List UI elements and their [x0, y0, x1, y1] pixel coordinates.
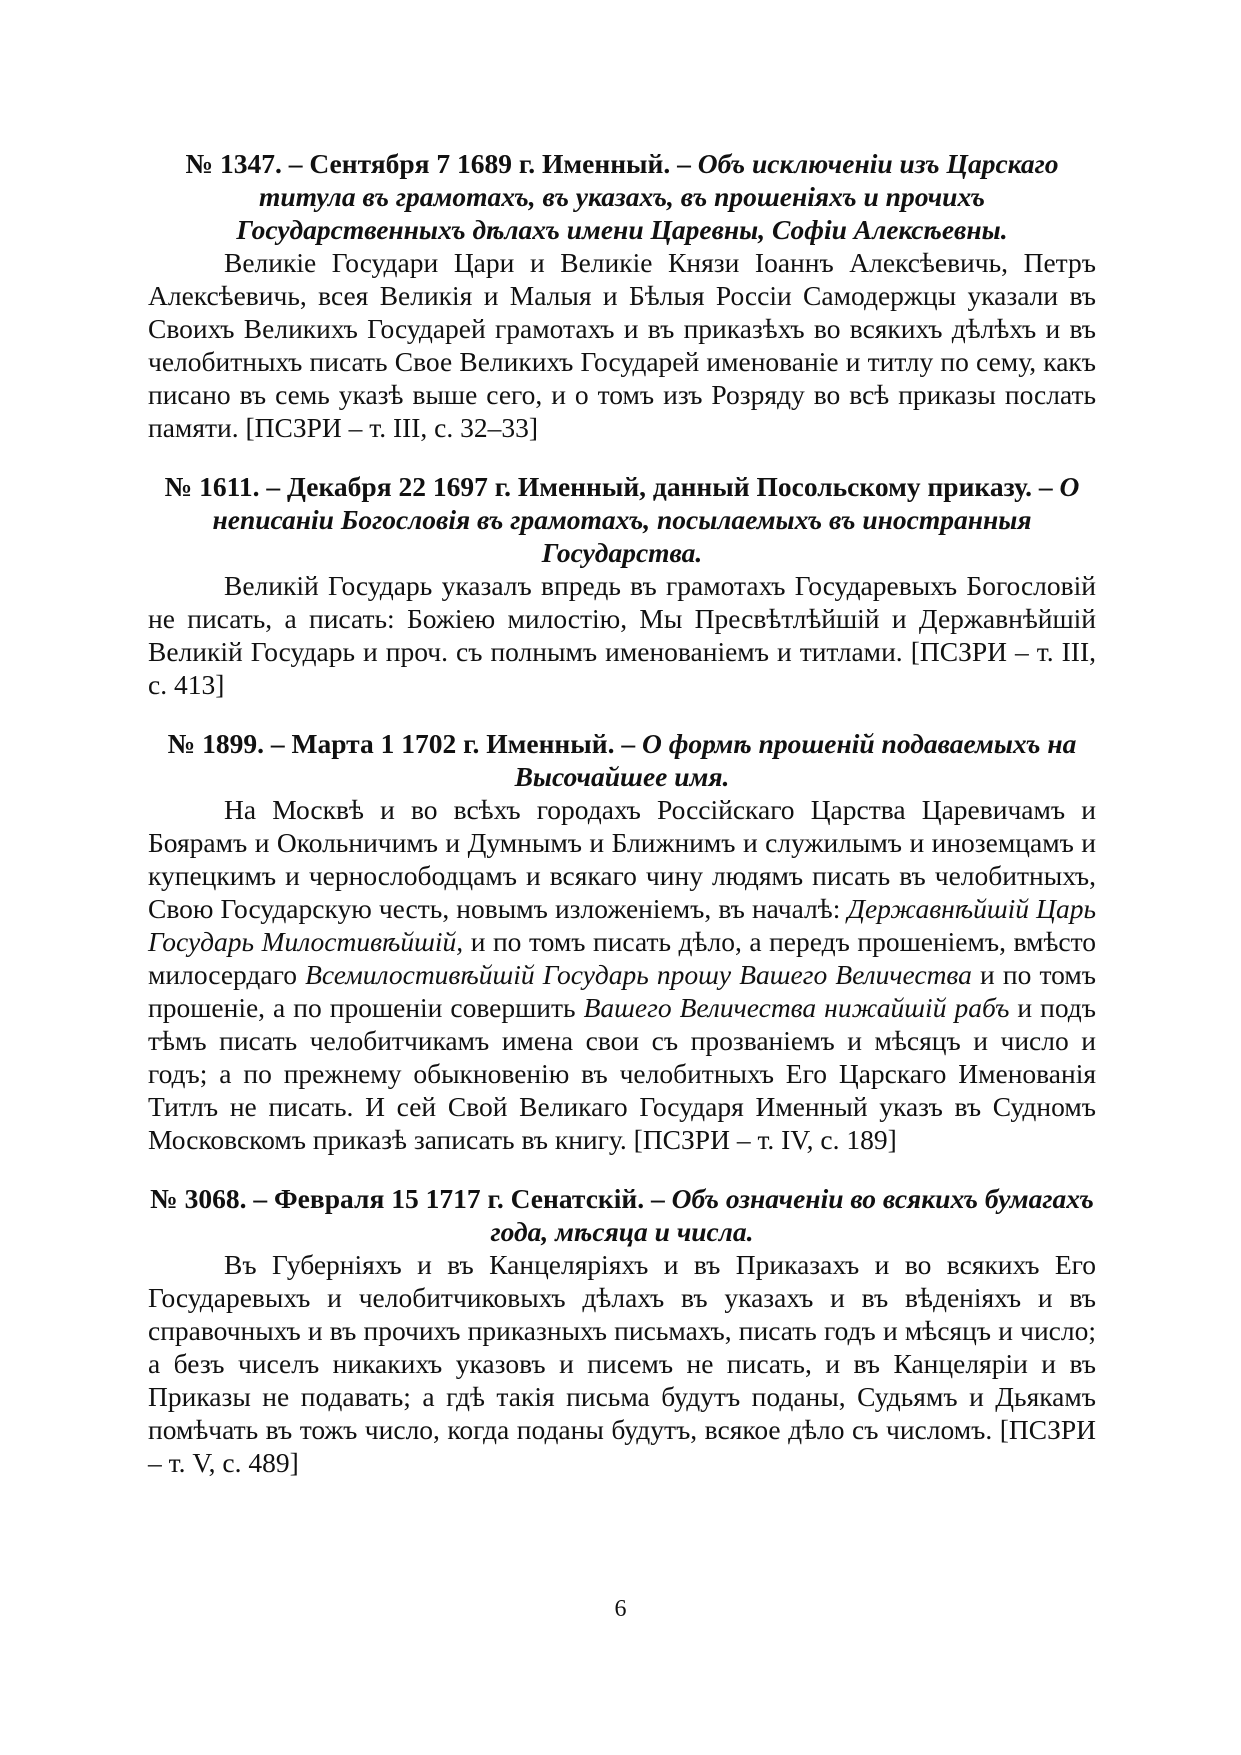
entry-3068	[148, 1182, 1096, 1479]
body-text: Великiе Государи Цари и Великiе Князи Iоаннъ Алексѣевичь, Петръ Алексѣевичь, всея Великiя и Малыя и Бѣлыя Россiи Самодержцы указали въ Своихъ Великихъ Государей грамотахъ и въ приказѣхъ во всякихъ дѣлѣхъ и въ челобитныхъ писать Свое Великихъ Государей именованiе и титлу по сему, какъ писано въ семь указѣ выше сего, и о томъ изъ Розряду во всѣ приказы послать памяти. [ПСЗРИ – т. III, с. 32–33]	[148, 247, 1096, 443]
entry-body	[148, 246, 1096, 444]
page-number: 6	[614, 1596, 627, 1622]
entry-subject: О неписанiи Богословiя въ грамотахъ, посылаемыхъ въ иностранныя Государства.	[212, 471, 1080, 568]
italic-formula: Всемилостивѣйшiй Государь прошу Вашего Величества	[305, 959, 972, 990]
entry-title: № 3068. – Февраля 15 1717 г. Сенатскiй. –	[150, 1183, 672, 1214]
entry-title: № 1347. – Сентября 7 1689 г. Именный. –	[185, 148, 698, 179]
body-text: На Москвѣ и во всѣхъ городахъ Россiйскаго Царства Царевичамъ и Боярамъ и Окольничимъ и Думнымъ и Ближнимъ и служилымъ и иноземцамъ и купецкимъ и чернослободцамъ и всякаго чину людямъ писать въ челобитныхъ, Свою Государскую честь, новымъ изложенiемъ, въ началѣ:	[148, 794, 1096, 924]
entry-1347	[148, 147, 1096, 444]
body-text: и подъ тѣмъ писать челобитчикамъ имена свои съ прозванiемъ и мѣсяцъ и число и годъ; а по прежнему обыкновенiю въ челобитныхъ Его Царскаго Именованiя Титлъ не писать. И сей Свой Великаго Государя Именный указъ въ Судномъ Московскомъ приказѣ записать въ книгу. [ПСЗРИ – т. IV, с. 189]	[148, 992, 1096, 1155]
body-text: Въ Губернiяхъ и въ Канцелярiяхъ и въ Приказахъ и во всякихъ Его Государевыхъ и челобитчиковыхъ дѣлахъ въ указахъ и въ вѣденiяхъ и въ справочныхъ и въ прочихъ приказныхъ письмахъ, писать годъ и мѣсяцъ и число; а безъ чиселъ никакихъ указовъ и писемъ не писать, и въ Канцелярiи и въ Приказы не подавать; а гдѣ такiя письма будутъ поданы, Судьямъ и Дьякамъ помѣчать въ тожъ число, когда поданы будутъ, всякое дѣло съ числомъ. [ПСЗРИ – т. V, с. 489]	[148, 1249, 1096, 1478]
italic-formula: Державнѣйшiй Царь Государь Милостивѣйшiй,	[148, 893, 1096, 957]
italic-formula: Вашего Величества нижайшiй рабъ	[583, 992, 1010, 1023]
entry-body	[148, 569, 1096, 701]
entry-subject: Объ исключенiи изъ Царскаго титула въ грамотахъ, въ указахъ, въ прошенiяхъ и прочихъ Государственныхъ дѣлахъ имени Царевны, Софiи Алексѣевны.	[236, 148, 1059, 245]
entry-title: № 1611. – Декабря 22 1697 г. Именный, данный Посольскому приказу. –	[164, 471, 1060, 502]
entry-subject: О формѣ прошенiй подаваемыхъ на Высочайшее имя.	[514, 728, 1077, 792]
page-content	[148, 147, 1096, 1505]
entry-title: № 1899. – Марта 1 1702 г. Именный. –	[167, 728, 642, 759]
entry-heading	[148, 470, 1096, 569]
entry-1899	[148, 727, 1096, 1156]
entry-heading	[148, 727, 1096, 793]
entry-subject: Объ означенiи во всякихъ бумагахъ года, мѣсяца и числа.	[490, 1183, 1094, 1247]
body-text: и по томъ прошенiе, а по прошенiи совершить	[148, 959, 1096, 1023]
entry-body	[148, 793, 1096, 1156]
entry-body	[148, 1248, 1096, 1479]
body-text: и по томъ писать дѣло, а передъ прошенiемъ, вмѣсто милосердаго	[148, 926, 1096, 990]
body-text: Великiй Государь указалъ впредь въ грамотахъ Государевыхъ Богословiй не писать, а писать: Божiею милостiю, Мы Пресвѣтлѣйшiй и Державнѣйшiй Великiй Государь и проч. съ полнымъ именованiемъ и титлами. [ПСЗРИ – т. III, с. 413]	[148, 570, 1096, 700]
entry-heading	[148, 147, 1096, 246]
entry-1611	[148, 470, 1096, 701]
entry-heading	[148, 1182, 1096, 1248]
